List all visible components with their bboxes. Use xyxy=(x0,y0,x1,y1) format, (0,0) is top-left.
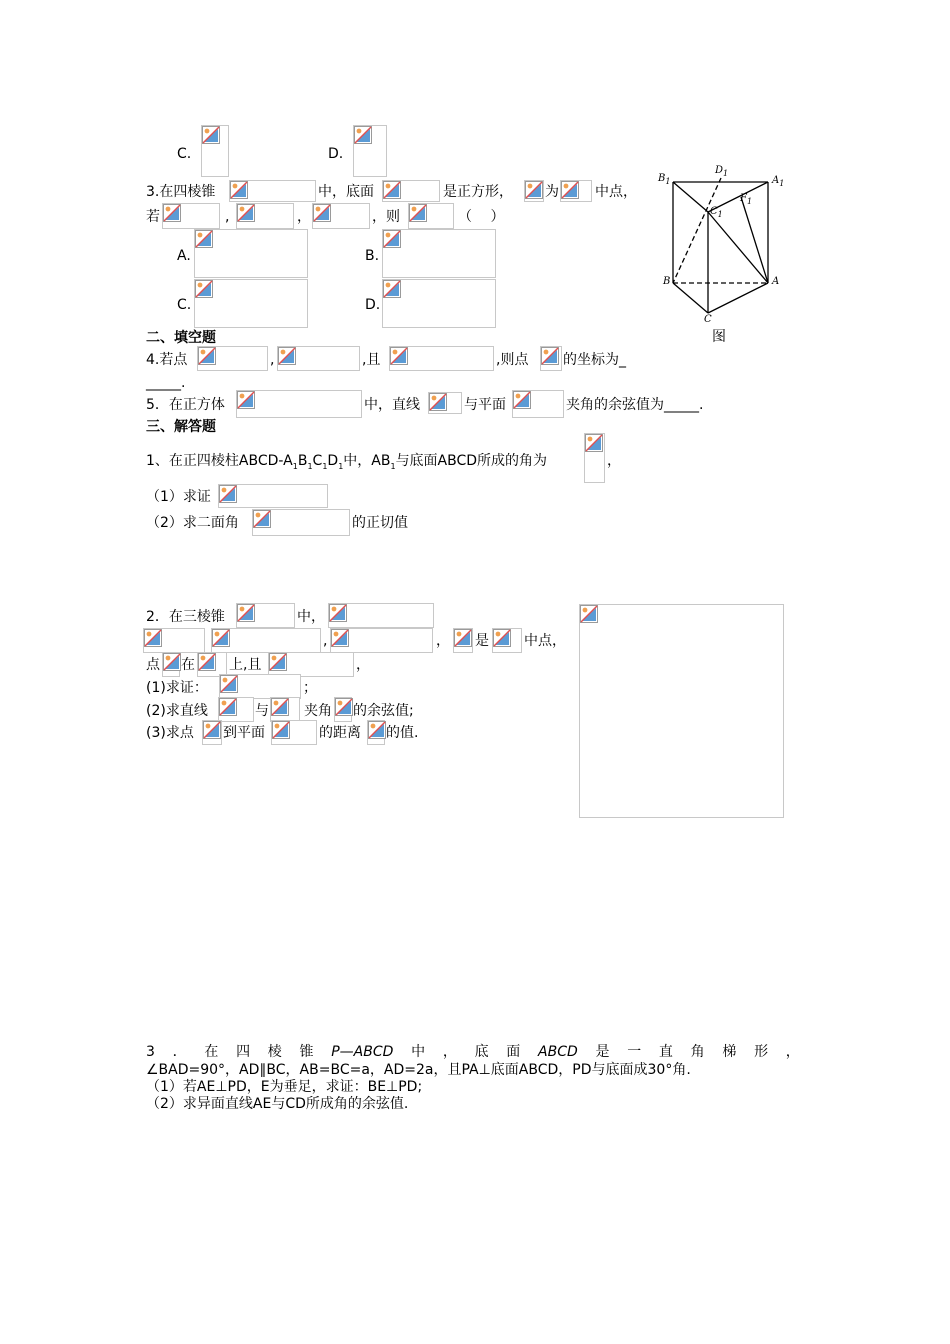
s2-text: 中， xyxy=(297,609,325,625)
option-b-label: B. xyxy=(365,248,380,264)
q3-text: （ ） xyxy=(458,209,505,225)
formula-image xyxy=(201,125,229,177)
s2-q3: (3)求点 xyxy=(146,725,194,741)
s2-q2: 与 xyxy=(255,703,269,719)
q3-text: 若 xyxy=(146,209,160,225)
broken-image-icon xyxy=(331,629,349,647)
s3-word: 锥 xyxy=(299,1044,314,1060)
formula-image xyxy=(512,390,564,418)
s3-word: 是 xyxy=(595,1044,610,1060)
formula-image xyxy=(328,603,434,628)
q3-text: 中，底面 xyxy=(318,184,374,200)
s3-q2: （2）求异面直线AE与CD所成角的余弦值. xyxy=(146,1096,409,1112)
formula-image xyxy=(218,697,254,722)
broken-image-icon xyxy=(269,653,287,671)
s2-text: 在 xyxy=(181,657,195,673)
s3-word: ． xyxy=(172,1044,187,1060)
formula-image xyxy=(584,433,605,483)
edge-bc xyxy=(673,283,708,313)
q3-text: 是正方形， xyxy=(443,184,513,200)
formula-image xyxy=(428,392,462,414)
formula-image xyxy=(353,125,387,177)
s2-q1: ； xyxy=(303,680,317,696)
formula-image xyxy=(330,628,433,653)
s3-word: 棱 xyxy=(267,1044,282,1060)
s3-word: 四 xyxy=(236,1044,251,1060)
s3-word: ABCD xyxy=(538,1044,578,1060)
formula-image xyxy=(270,697,300,722)
broken-image-icon xyxy=(354,126,372,144)
s1-text: ， xyxy=(607,453,621,469)
s3-word: 角 xyxy=(690,1044,705,1060)
q4-text: ,则点 xyxy=(496,352,529,368)
formula-image xyxy=(252,509,350,536)
broken-image-icon xyxy=(237,204,255,222)
broken-image-icon xyxy=(271,698,289,716)
broken-image-icon xyxy=(195,230,213,248)
s2-text: 是 xyxy=(475,633,489,649)
q4-text: ,且 xyxy=(362,352,381,368)
s2-text: 中点， xyxy=(524,633,566,649)
q3-text: ，则 xyxy=(372,209,400,225)
broken-image-icon xyxy=(253,510,271,528)
s3-word: 一 xyxy=(627,1044,642,1060)
q4-text: , xyxy=(270,352,275,368)
s3-word: 形 xyxy=(754,1044,769,1060)
s2-q2: (2)求直线 xyxy=(146,703,208,719)
s2-q2: 夹角 xyxy=(304,703,332,719)
broken-image-icon xyxy=(219,698,237,716)
figure-caption: 图 xyxy=(712,329,726,345)
s2-q1: (1)求证： xyxy=(146,680,208,696)
s3-word: 底 xyxy=(474,1044,489,1060)
formula-image xyxy=(218,484,328,508)
formula-image xyxy=(211,628,321,653)
section-title: 三、解答题 xyxy=(146,419,216,435)
formula-image xyxy=(162,652,180,677)
s2-q3: 到平面 xyxy=(223,725,265,741)
formula-image xyxy=(236,390,362,418)
formula-image xyxy=(194,229,308,278)
q3-text: ， xyxy=(297,209,311,225)
s3-line1 xyxy=(146,1043,800,1061)
s2-text: 2．在三棱锥 xyxy=(146,609,225,625)
formula-image xyxy=(408,203,454,229)
q5-text: 夹角的余弦值为_____. xyxy=(566,397,704,413)
broken-image-icon xyxy=(237,391,255,409)
formula-image xyxy=(277,346,360,371)
broken-image-icon xyxy=(195,280,213,298)
broken-image-icon xyxy=(198,653,216,671)
edge-b1c1 xyxy=(673,182,708,212)
label-c1: $C_1$ xyxy=(710,206,723,219)
broken-image-icon xyxy=(513,391,531,409)
formula-image xyxy=(143,628,205,653)
formula-image xyxy=(229,180,316,202)
edge-c1a xyxy=(708,212,768,283)
q4-text: 的坐标为_ xyxy=(563,352,626,368)
option-c-label: C. xyxy=(177,146,192,162)
s2-text: 上,且 xyxy=(229,657,262,673)
broken-image-icon xyxy=(202,126,220,144)
s3-word: ， xyxy=(442,1044,457,1060)
formula-image xyxy=(236,603,295,628)
broken-image-icon xyxy=(383,181,401,199)
s2-text: , xyxy=(323,633,328,649)
broken-image-icon xyxy=(272,721,290,739)
formula-image xyxy=(389,346,494,371)
edge-d1b-hidden xyxy=(673,178,721,283)
s2-text: ， xyxy=(356,657,370,673)
formula-image xyxy=(197,346,268,371)
q4-text: _____. xyxy=(146,375,186,391)
broken-image-icon xyxy=(335,698,353,716)
broken-image-icon xyxy=(219,485,237,503)
s1-q2: 的正切值 xyxy=(352,515,408,531)
q4-text: 4.若点 xyxy=(146,352,188,368)
broken-image-icon xyxy=(580,605,598,623)
broken-image-icon xyxy=(198,347,216,365)
s3-word: 直 xyxy=(658,1044,673,1060)
s3-line2: ∠BAD=90°，AD∥BC，AB=BC=a，AD=2a，且PA⊥底面ABCD，PD与底面成30°角. xyxy=(146,1062,691,1078)
broken-image-icon xyxy=(329,604,347,622)
q5-text: 与平面 xyxy=(464,397,506,413)
s2-text: ， xyxy=(436,633,450,649)
label-d1: $D_1$ xyxy=(715,165,729,178)
broken-image-icon xyxy=(525,181,543,199)
s2-text: 点 xyxy=(146,657,160,673)
option-d-label: D. xyxy=(365,297,381,313)
option-d-label: D. xyxy=(328,146,344,162)
s3-word: 在 xyxy=(204,1044,219,1060)
broken-image-icon xyxy=(409,204,427,222)
q3-text: 为 xyxy=(545,184,559,200)
formula-image xyxy=(382,279,496,328)
label-b: B xyxy=(663,276,671,287)
formula-image xyxy=(560,180,592,202)
s2-q3: 的值. xyxy=(386,725,419,741)
formula-image xyxy=(524,180,544,202)
q3-text: 中点， xyxy=(595,184,637,200)
formula-image xyxy=(492,628,522,653)
broken-image-icon xyxy=(163,204,181,222)
broken-image-icon xyxy=(237,604,255,622)
q3-text: , xyxy=(225,209,230,225)
broken-image-icon xyxy=(383,230,401,248)
broken-image-icon xyxy=(585,434,603,452)
label-f1: $F_1$ xyxy=(740,193,753,206)
s3-word: 面 xyxy=(506,1044,521,1060)
s3-word: ， xyxy=(785,1044,800,1060)
label-a: A xyxy=(772,276,780,287)
formula-image xyxy=(382,180,440,202)
s1-q1: （1）求证 xyxy=(146,489,211,505)
formula-image xyxy=(162,203,220,229)
formula-image xyxy=(236,203,294,229)
broken-image-icon xyxy=(383,280,401,298)
q5-text: 中，直线 xyxy=(364,397,420,413)
broken-image-icon xyxy=(144,629,162,647)
s3-q1: （1）若AE⊥PD，E为垂足，求证：BE⊥PD; xyxy=(146,1079,423,1095)
s3-word: 中 xyxy=(411,1044,426,1060)
broken-image-icon xyxy=(230,181,248,199)
formula-image xyxy=(540,346,562,371)
figure-image xyxy=(579,604,784,818)
s2-q3: 的距离 xyxy=(319,725,361,741)
formula-image xyxy=(312,203,370,229)
label-a1: $A_1$ xyxy=(772,175,785,188)
broken-image-icon xyxy=(541,347,559,365)
broken-image-icon xyxy=(313,204,331,222)
formula-image xyxy=(334,697,352,722)
broken-image-icon xyxy=(493,629,511,647)
formula-image xyxy=(367,720,385,745)
broken-image-icon xyxy=(278,347,296,365)
label-b1: $B_1$ xyxy=(658,173,671,186)
formula-image xyxy=(202,720,222,745)
s3-word: 梯 xyxy=(722,1044,737,1060)
option-c-label: C. xyxy=(177,297,192,313)
formula-image xyxy=(219,674,301,699)
s1-line1: 1、在正四棱柱ABCD-$A_1B_1C_1D_1$中，$AB_1$与底面ABCD所成的角为 xyxy=(146,453,548,471)
formula-image xyxy=(194,279,308,328)
s1-q2: （2）求二面角 xyxy=(146,515,239,531)
edge-ca xyxy=(708,283,768,313)
section-title: 二、填空题 xyxy=(146,330,216,346)
option-a-label: A. xyxy=(177,248,191,264)
edge-f1a xyxy=(741,197,768,283)
s3-word: 3 xyxy=(146,1044,155,1060)
label-c: C xyxy=(704,314,712,325)
formula-image xyxy=(453,628,473,653)
formula-image xyxy=(271,720,317,745)
broken-image-icon xyxy=(203,721,221,739)
q5-text: 5．在正方体 xyxy=(146,397,225,413)
broken-image-icon xyxy=(561,181,579,199)
broken-image-icon xyxy=(220,675,238,693)
broken-image-icon xyxy=(368,721,386,739)
broken-image-icon xyxy=(212,629,230,647)
broken-image-icon xyxy=(163,653,181,671)
broken-image-icon xyxy=(429,393,447,411)
q3-text: 3.在四棱锥 xyxy=(146,184,216,200)
broken-image-icon xyxy=(454,629,472,647)
s2-q2: 的余弦值; xyxy=(353,703,414,719)
s3-word: P—ABCD xyxy=(331,1044,394,1060)
formula-image xyxy=(382,229,496,278)
broken-image-icon xyxy=(390,347,408,365)
